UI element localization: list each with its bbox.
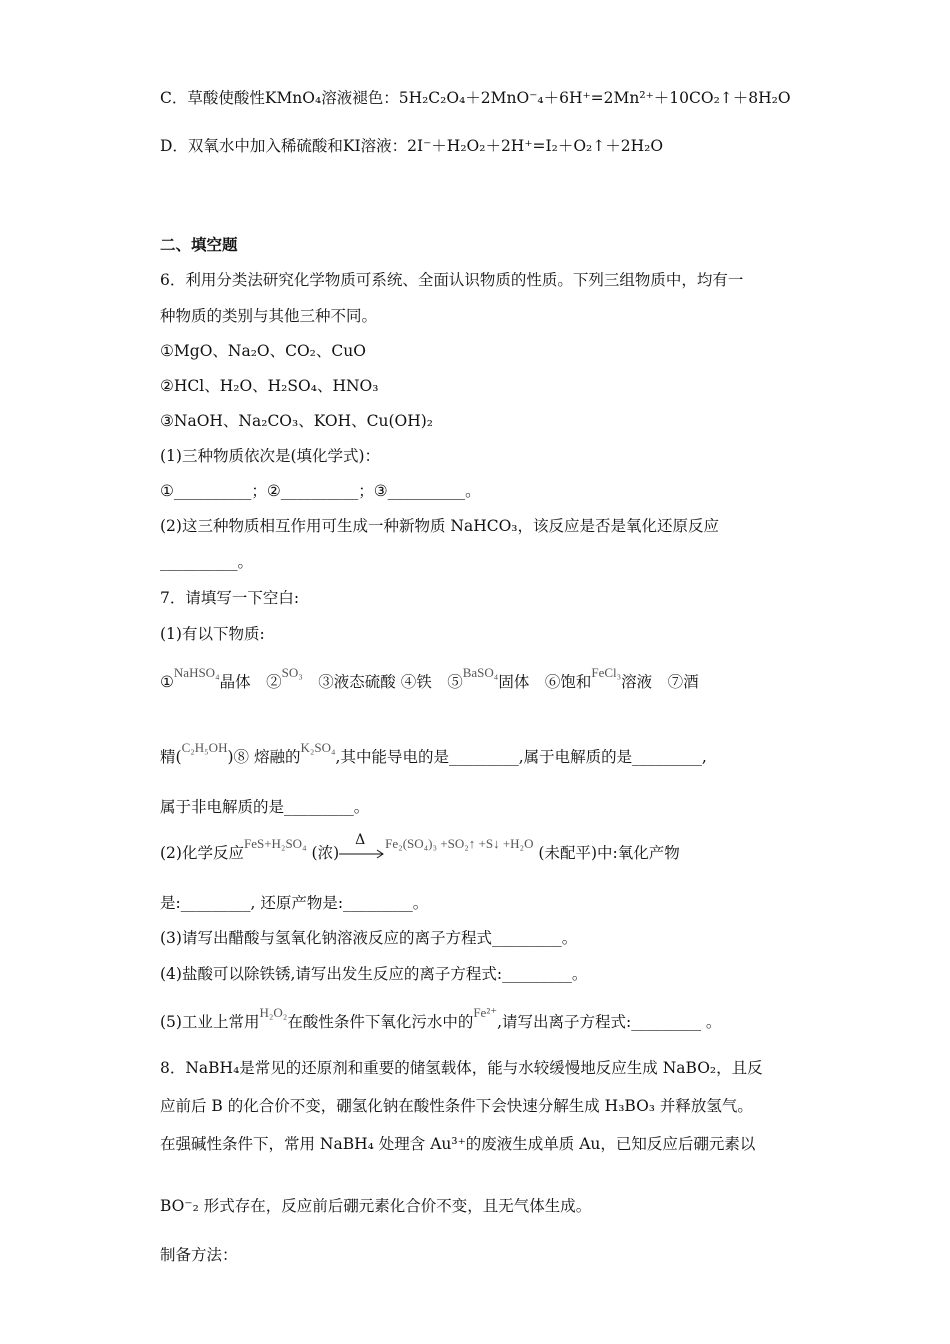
q7-part-3: (3)请写出醋酸与氢氧化钠溶液反应的离子方程式_________。 xyxy=(160,929,578,947)
q6-group-3: ③NaOH、Na₂CO₃、KOH、Cu(OH)₂ xyxy=(160,412,433,430)
q6-line-1: 6．利用分类法研究化学物质可系统、全面认识物质的性质。下列三组物质中，均有一 xyxy=(160,271,744,289)
q6-group-1: ①MgO、Na₂O、CO₂、CuO xyxy=(160,342,366,360)
q6-part-2: (2)这三种物质相互作用可生成一种新物质 NaHCO₃，该反应是否是氧化还原反应 xyxy=(160,517,719,535)
formula-nahso4: NaHSO₄ xyxy=(173,665,220,680)
arrow-icon xyxy=(339,844,385,864)
formula-products: Fe₂(SO₄)₃ +SO₂↑ +S↓ +H₂O xyxy=(385,836,534,851)
q7-part-1: (1)有以下物质: xyxy=(160,625,265,643)
formula-c2h5oh: C₂H₅OH xyxy=(181,740,228,755)
formula-reactants: FeS+H₂SO₄ xyxy=(243,836,307,851)
q7-part-2-answer: 是:_________, 还原产物是:_________。 xyxy=(160,894,429,912)
option-d: D．双氧水中加入稀硫酸和KI溶液：2I⁻＋H₂O₂＋2H⁺=I₂＋O₂↑＋2H₂O xyxy=(160,137,664,155)
q6-group-2: ②HCl、H₂O、H₂SO₄、HNO₃ xyxy=(160,377,379,395)
q7-substances-line-1: ①$^{NaHSO_4}$晶体 ②$^{SO_3}$ ③液态硫酸 ④铁 ⑤$^{BaSO_4}$固体 ⑥饱和$^{FeCl_3}$溶液 ⑦酒 xyxy=(160,665,699,691)
formula-h2o2: H₂O₂ xyxy=(259,1005,288,1020)
section-heading: 二、填空题 xyxy=(160,235,238,254)
heat-symbol: Δ xyxy=(355,832,366,848)
option-c: C．草酸使酸性KMnO₄溶液褪色：5H₂C₂O₄＋2MnO⁻₄＋6H⁺=2Mn²⁺＋10CO₂↑＋8H₂O xyxy=(160,89,791,107)
q7-part-5: (5)工业上常用$^{H_2O_2}$在酸性条件下氧化污水中的$^{Fe^{2+}}$,请写出离子方程式:_________ 。 xyxy=(160,1005,722,1031)
q7-part-4: (4)盐酸可以除铁锈,请写出发生反应的离子方程式:_________。 xyxy=(160,965,588,983)
formula-baso4: BaSO₄ xyxy=(462,665,499,680)
q8-line-2: 应前后 B 的化合价不变，硼氢化钠在酸性条件下会快速分解生成 H₃BO₃ 并释放氢气。 xyxy=(160,1097,753,1115)
q8-line-4: BO⁻₂ 形式存在，反应前后硼元素化合价不变，且无气体生成。 xyxy=(160,1197,592,1215)
formula-fecl3: FeCl₃ xyxy=(591,665,622,680)
q6-part-1: (1)三种物质依次是(填化学式)： xyxy=(160,447,381,465)
q7-title: 7．请填写一下空白: xyxy=(160,589,300,607)
formula-fe2plus: Fe²⁺ xyxy=(473,1005,498,1020)
q7-part-2-equation: (2)化学反应$^{FeS+H_2SO_4}$ (浓) Δ $^{Fe_2(SO_4)_3 +SO_2↑ +S↓ +H_2O}$ (未配平)中:氧化产物 xyxy=(160,832,680,862)
reaction-arrow xyxy=(339,832,385,864)
q7-part-1-line-3: 属于非电解质的是_________。 xyxy=(160,798,370,816)
q8-line-5: 制备方法： xyxy=(160,1246,238,1264)
q8-line-3: 在强碱性条件下，常用 NaBH₄ 处理含 Au³⁺的废液生成单质 Au，已知反应后硼元素以 xyxy=(160,1135,756,1153)
q6-line-2: 种物质的类别与其他三种不同。 xyxy=(160,307,378,325)
q6-part-1-blanks: ①__________；②__________；③__________。 xyxy=(160,482,481,500)
formula-so3: SO₃ xyxy=(281,665,303,680)
formula-k2so4: K₂SO₄ xyxy=(300,740,336,755)
q7-substances-line-2: 精($^{C_2H_5OH}$)⑧ 熔融的$^{K_2SO_4}$,其中能导电的是_________,属于电解质的是_________, xyxy=(160,740,707,766)
q8-line-1: 8．NaBH₄是常见的还原剂和重要的储氢载体，能与水较缓慢地反应生成 NaBO₂，且反 xyxy=(160,1059,763,1077)
q6-part-2-blank: __________。 xyxy=(160,553,254,571)
